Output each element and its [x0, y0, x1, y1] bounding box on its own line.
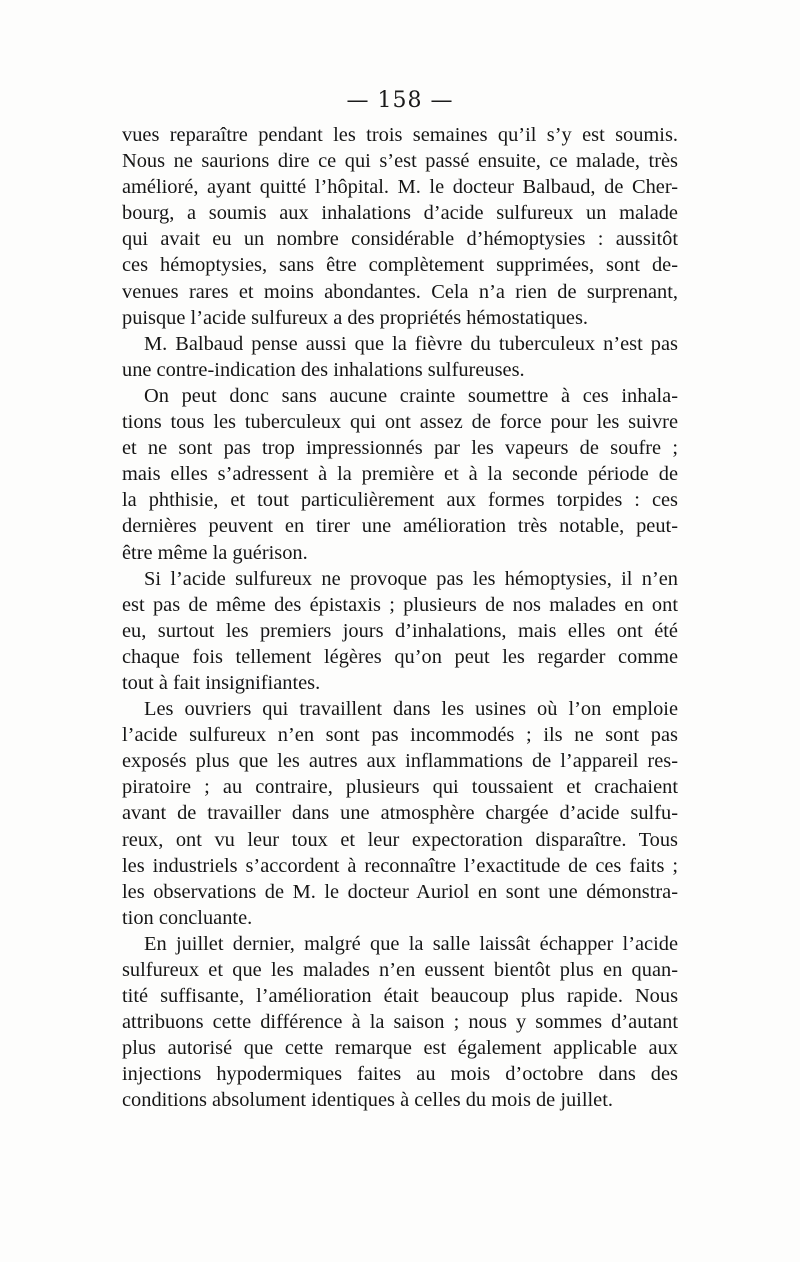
paragraph: [122, 696, 678, 931]
text-line: reux, ont vu leur toux et leur expectoration disparaître. Tous: [122, 828, 678, 851]
text-line: et ne sont pas trop impressionnés par les vapeurs de soufre ;: [122, 437, 678, 460]
text-line: conditions absolument identiques à celles du mois de juillet.: [122, 1089, 613, 1112]
paragraph: [122, 331, 678, 383]
body-text: [122, 122, 678, 1114]
text-line: les observations de M. le docteur Auriol en sont une démonstra-: [122, 880, 678, 903]
text-line: exposés plus que les autres aux inflammations de l’appareil res-: [122, 750, 678, 773]
text-line: tion concluante.: [122, 906, 253, 929]
text-line: venues rares et moins abondantes. Cela n’a rien de surprenant,: [122, 280, 678, 303]
text-line: ces hémoptysies, sans être complètement supprimées, sont de-: [122, 254, 678, 277]
text-line: Les ouvriers qui travaillent dans les usines où l’on emploie: [144, 698, 678, 721]
text-line: injections hypodermiques faites au mois d’octobre dans des: [122, 1063, 678, 1086]
text-line: eu, surtout les premiers jours d’inhalations, mais elles ont été: [122, 619, 678, 642]
text-line: la phthisie, et tout particulièrement aux formes torpides : ces: [122, 489, 678, 512]
text-line: amélioré, ayant quitté l’hôpital. M. le docteur Balbaud, de Cher-: [122, 176, 678, 199]
paragraph: [122, 383, 678, 566]
text-line: Si l’acide sulfureux ne provoque pas les hémoptysies, il n’en: [144, 567, 678, 590]
text-line: l’acide sulfureux n’en sont pas incommodés ; ils ne sont pas: [122, 724, 678, 747]
text-line: tout à fait insignifiantes.: [122, 671, 321, 694]
paragraph: [122, 122, 678, 331]
text-line: plus autorisé que cette remarque est également applicable aux: [122, 1037, 678, 1060]
text-line: une contre-indication des inhalations sulfureuses.: [122, 358, 525, 381]
paragraph: [122, 566, 678, 696]
text-line: vues reparaître pendant les trois semaines qu’il s’y est soumis.: [122, 124, 678, 146]
text-line: sulfureux et que les malades n’en eussent bientôt plus en quan-: [122, 959, 678, 981]
text-line: être même la guérison.: [122, 541, 308, 564]
text-line: mais elles s’adressent à la première et à la seconde période de: [122, 463, 678, 486]
text-line: attribuons cette différence à la saison ; nous y sommes d’autant: [122, 1011, 678, 1034]
page-number: — 158 —: [346, 88, 454, 113]
text-line: est pas de même des épistaxis ; plusieurs de nos malades en ont: [122, 593, 678, 616]
text-line: bourg, a soumis aux inhalations d’acide sulfureux un malade: [122, 202, 678, 225]
text-line: M. Balbaud pense aussi que la fièvre du tuberculeux n’est pas: [144, 332, 678, 355]
text-line: piratoire ; au contraire, plusieurs qui toussaient et crachaient: [122, 776, 678, 799]
text-line: avant de travailler dans une atmosphère chargée d’acide sulfu-: [122, 802, 678, 825]
text-line: Nous ne saurions dire ce qui s’est passé ensuite, ce malade, très: [122, 150, 678, 173]
text-line: tité suffisante, l’amélioration était beaucoup plus rapide. Nous: [122, 985, 678, 1008]
text-line: les industriels s’accordent à reconnaître l’exactitude de ces faits ;: [122, 854, 678, 877]
paragraph: [122, 931, 678, 1114]
text-line: puisque l’acide sulfureux a des propriétés hémostatiques.: [122, 306, 589, 329]
text-line: qui avait eu un nombre considérable d’hémoptysies : aussitôt: [122, 228, 678, 251]
text-line: chaque fois tellement légères qu’on peut les regarder comme: [122, 645, 678, 668]
text-line: En juillet dernier, malgré que la salle laissât échapper l’acide: [144, 932, 678, 955]
text-line: dernières peuvent en tirer une amélioration très notable, peut-: [122, 515, 678, 538]
text-line: tions tous les tuberculeux qui ont assez de force pour les suivre: [122, 411, 678, 434]
text-line: On peut donc sans aucune crainte soumettre à ces inhala-: [144, 384, 678, 407]
